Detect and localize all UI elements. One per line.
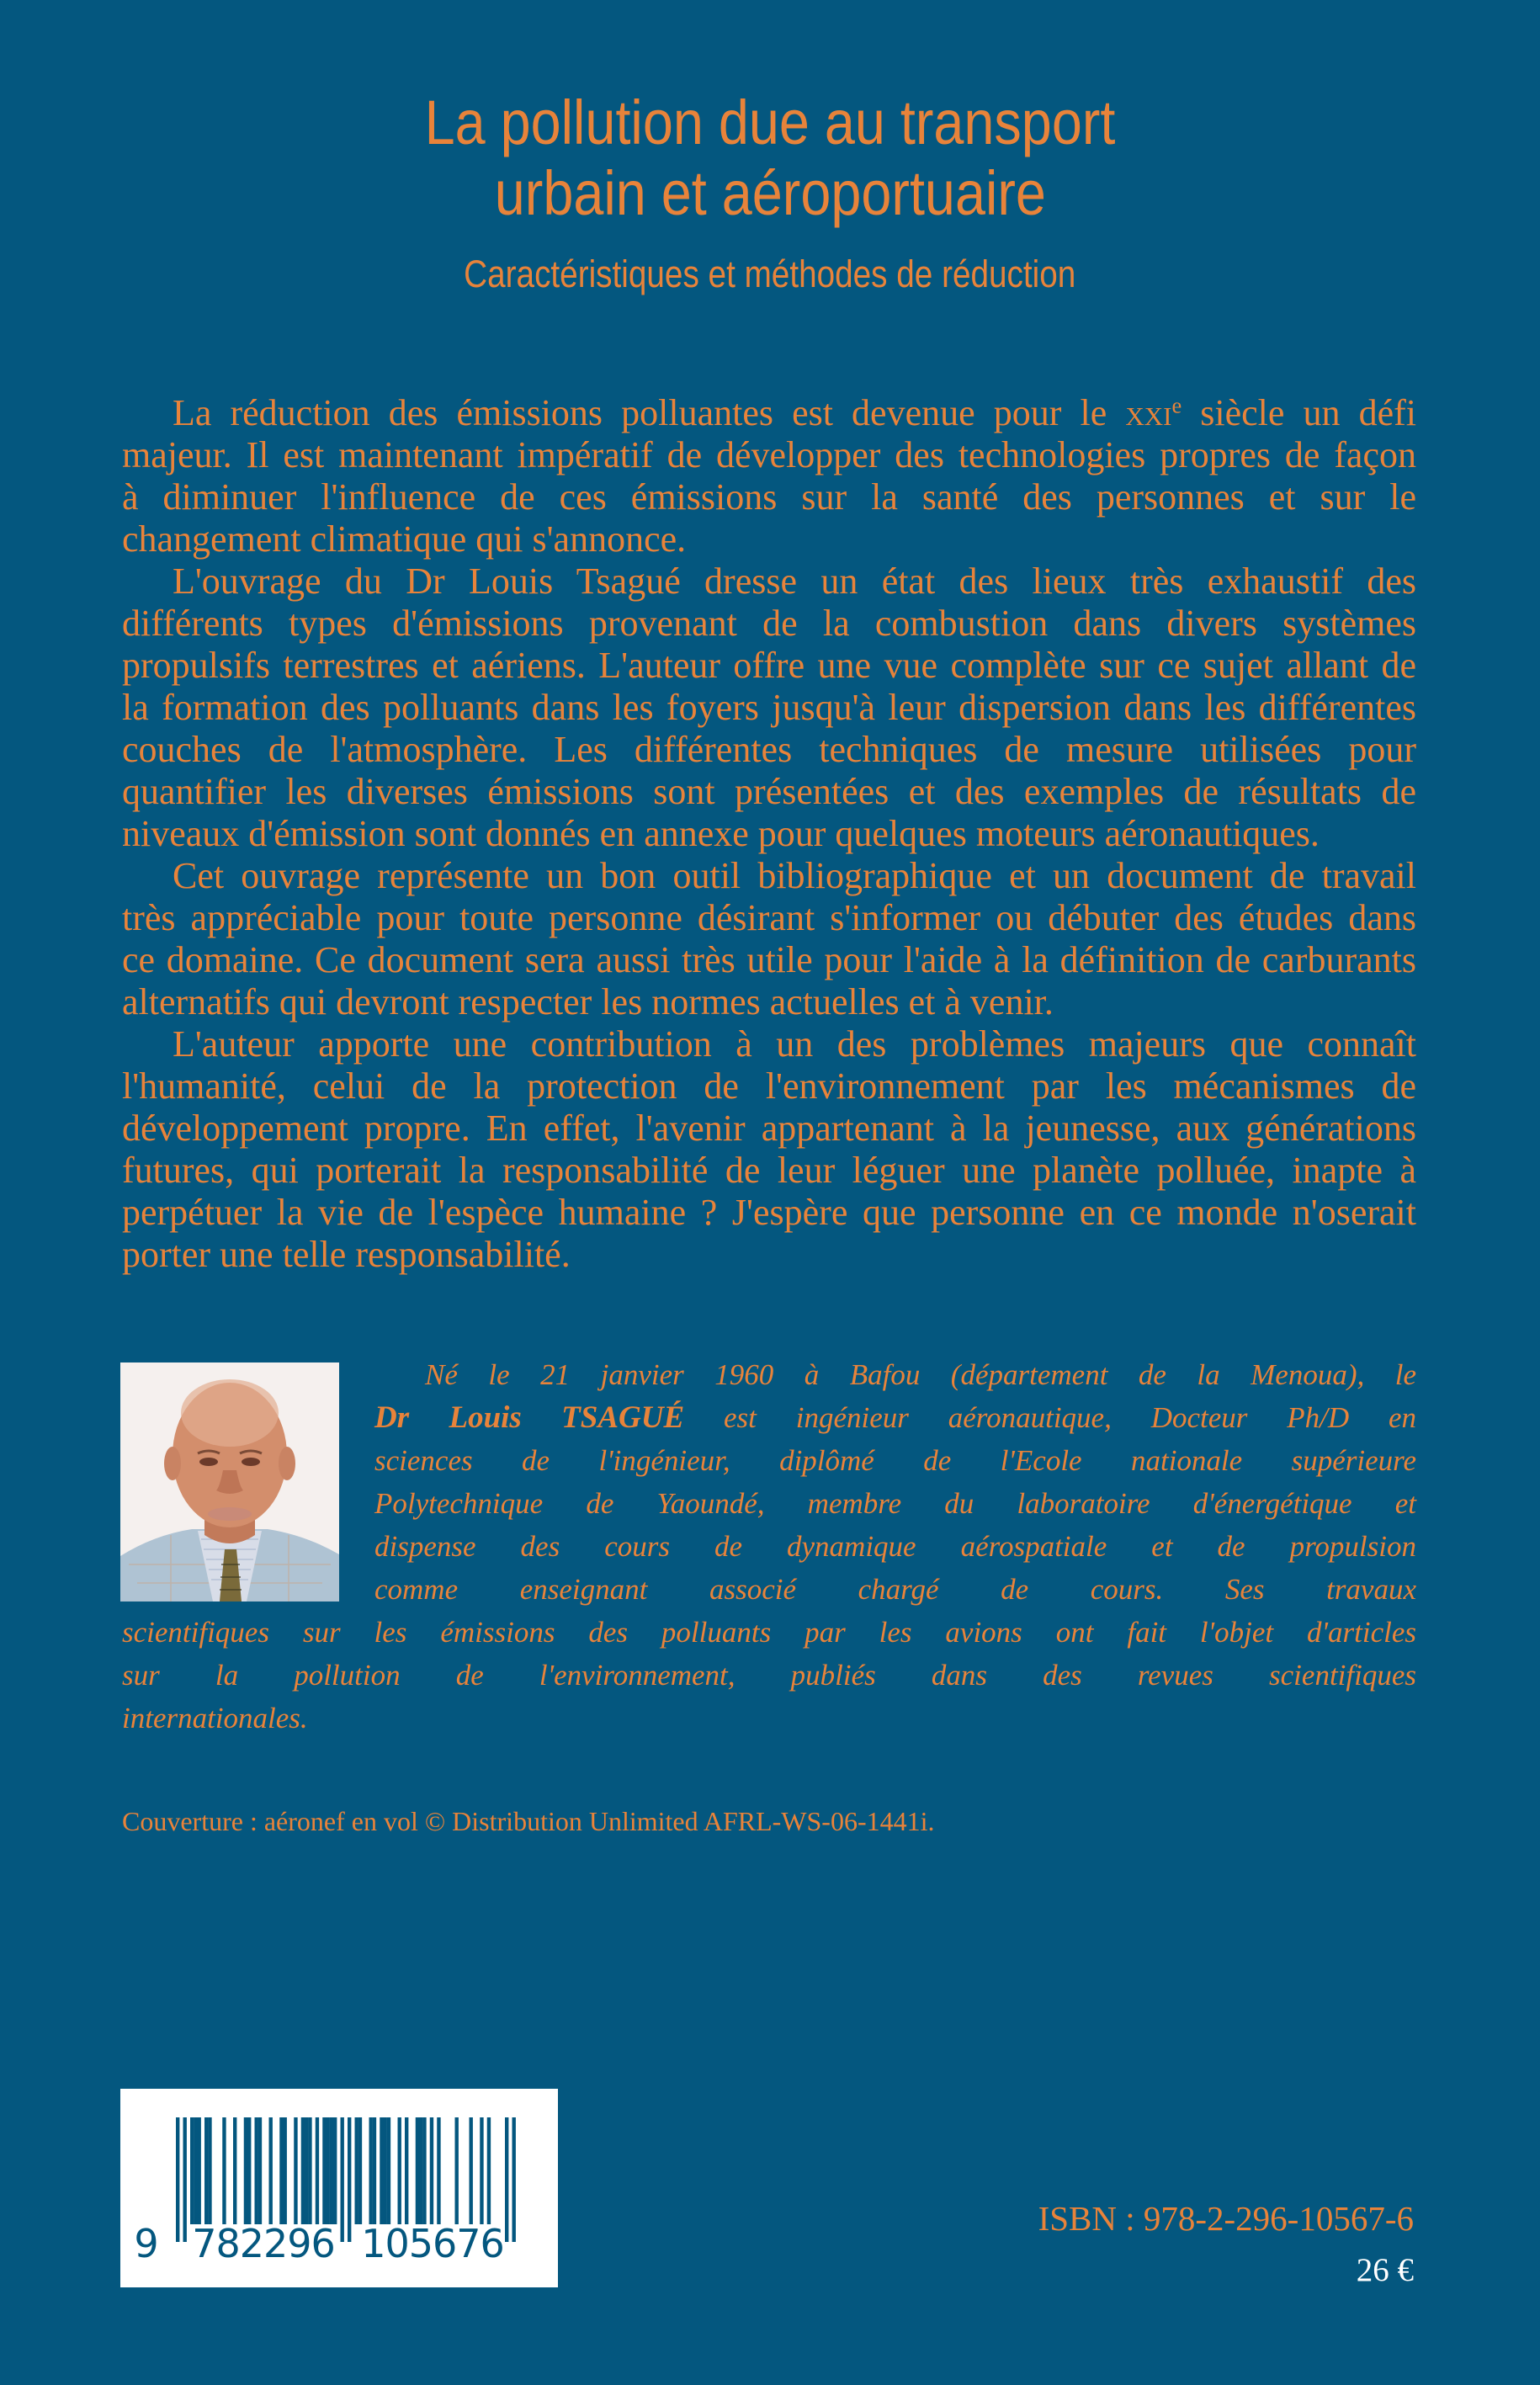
blurb-line: L'auteur apporte une contribution à un des problèmes majeurs que connaît <box>173 1023 1416 1065</box>
bio-line: scientifiques sur les émissions des polluants par les avions ont fait l'objet d'articles <box>122 1616 1416 1649</box>
bio-line: sciences de l'ingénieur, diplômé de l'Ecole nationale supérieure <box>374 1444 1416 1477</box>
book-title-line-2 <box>0 160 1540 227</box>
author-name: Dr Louis TSAGUÉ <box>374 1400 685 1435</box>
bio-line: comme enseignant associé chargé de cours. Ses travaux <box>374 1573 1416 1606</box>
blurb-line: majeur. Il est maintenant impératif de développer des technologies propres de façon <box>122 434 1416 475</box>
blurb-line: futures, qui porterait la responsabilité de leur léguer une planète polluée, inapte à <box>122 1150 1416 1191</box>
bio-line: Né le 21 janvier 1960 à Bafou (département de la Menoua), le <box>425 1358 1416 1391</box>
blurb-line: alternatifs qui devront respecter les normes actuelles et à venir. <box>122 981 1054 1023</box>
blurb-line: la formation des polluants dans les foyers jusqu'à leur dispersion dans les différentes <box>122 687 1416 728</box>
blurb-line: porter une telle responsabilité. <box>122 1234 571 1275</box>
bio-line: internationales. <box>122 1702 308 1734</box>
bio-line: Dr Louis TSAGUÉ est ingénieur aéronautique, Docteur Ph/D en <box>374 1400 1417 1435</box>
barcode <box>120 2089 558 2287</box>
blurb-line: développement propre. En effet, l'avenir appartenant à la jeunesse, aux générations <box>122 1108 1416 1149</box>
blurb-line: perpétuer la vie de l'espèce humaine ? J'espère que personne en ce monde n'oserait <box>122 1192 1416 1233</box>
book-title-text-1: La pollution due au transport <box>424 88 1116 157</box>
blurb-line: différents types d'émissions provenant de la combustion dans divers systèmes <box>122 603 1416 644</box>
book-subtitle-text: Caractéristiques et méthodes de réduction <box>464 252 1076 295</box>
isbn-label: ISBN : 978-2-296-10567-6 <box>1038 2199 1414 2238</box>
blurb-line: couches de l'atmosphère. Les différentes techniques de mesure utilisées pour <box>122 729 1416 770</box>
century-numeral: xxi <box>1125 392 1172 433</box>
svg-text:782296: 782296 <box>192 2221 335 2266</box>
svg-text:9: 9 <box>134 2221 159 2266</box>
blurb-line: propulsifs terrestres et aériens. L'auteur offre une vue complète sur ce sujet allant de <box>122 645 1416 686</box>
blurb-text <box>122 392 1416 1276</box>
blurb-line: très appréciable pour toute personne désirant s'informer ou débuter des études dans <box>122 897 1416 938</box>
cover-credit: Couverture : aéronef en vol © Distribution Unlimited AFRL-WS-06-1441i. <box>122 1806 935 1836</box>
blurb-line: quantifier les diverses émissions sont présentées et des exemples de résultats de <box>122 771 1416 812</box>
barcode-icon <box>120 2089 558 2287</box>
blurb-line: ce domaine. Ce document sera aussi très utile pour l'aide à la définition de carburants <box>122 939 1416 980</box>
price-label: 26 € <box>1356 2252 1414 2288</box>
book-subtitle <box>0 249 1540 300</box>
blurb-line: L'ouvrage du Dr Louis Tsagué dresse un état des lieux très exhaustif des <box>173 560 1416 602</box>
bio-line: Polytechnique de Yaoundé, membre du laboratoire d'énergétique et <box>374 1487 1416 1520</box>
bio-line: dispense des cours de dynamique aérospatiale et de propulsion <box>374 1530 1416 1563</box>
book-title-text-2: urbain et aéroportuaire <box>494 158 1046 228</box>
bio-line: sur la pollution de l'environnement, publiés dans des revues scientifiques <box>122 1659 1416 1692</box>
author-bio <box>0 1353 1416 1740</box>
blurb-line: changement climatique qui s'annonce. <box>122 518 687 560</box>
blurb-line: Cet ouvrage représente un bon outil bibliographique et un document de travail <box>173 855 1416 896</box>
svg-text:105676: 105676 <box>361 2221 504 2266</box>
blurb-line: niveaux d'émission sont donnés en annexe pour quelques moteurs aéronautiques. <box>122 813 1320 854</box>
blurb-line: à diminuer l'influence de ces émissions sur la santé des personnes et sur le <box>122 476 1416 518</box>
blurb-line: l'humanité, celui de la protection de l'environnement par les mécanismes de <box>122 1065 1416 1107</box>
book-title-line-1 <box>0 89 1540 157</box>
blurb-line: La réduction des émissions polluantes est devenue pour le xxi$^e$ siècle un défi <box>173 392 1416 433</box>
